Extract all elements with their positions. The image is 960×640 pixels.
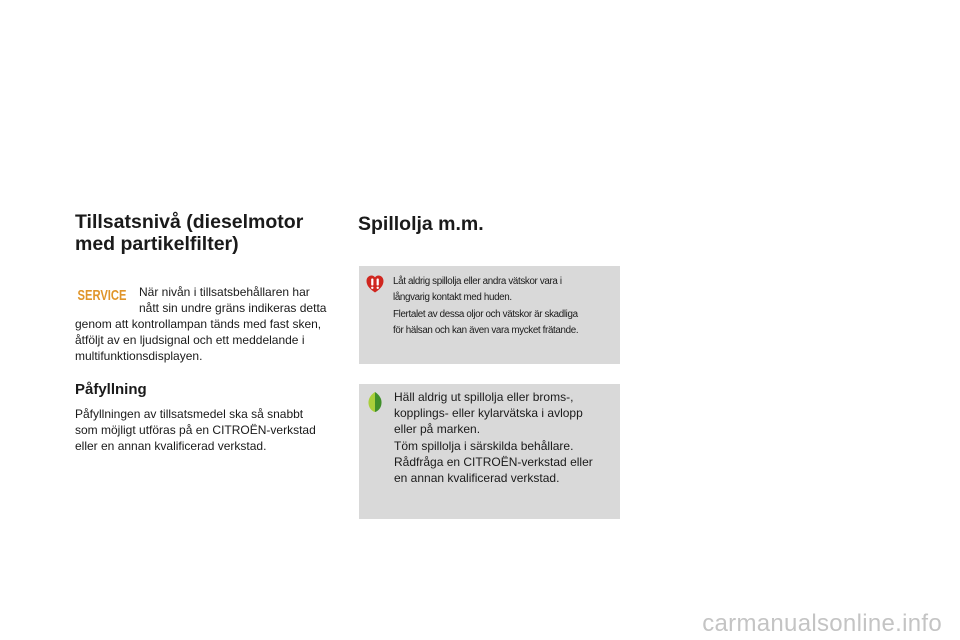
text-line: Flertalet av dessa oljor och vätskor är skadliga [393, 308, 578, 320]
additive-intro-continued [75, 316, 350, 365]
section-heading-waste-oil: Spillolja m.m. [358, 213, 484, 235]
text-line: som möjligt utföras på en CITROËN-verkstad [75, 423, 316, 438]
text-line: en annan kvalificerad verkstad. [394, 471, 560, 486]
text-line: nått sin undre gräns indikeras detta [139, 301, 327, 316]
section-heading-additive-level [75, 211, 345, 255]
environment-tip-text [394, 389, 614, 486]
additive-intro-text [139, 284, 339, 316]
text-line: eller en annan kvalificerad verkstad. [75, 439, 267, 454]
text-line: multifunktionsdisplayen. [75, 349, 203, 364]
text-line: När nivån i tillsatsbehållaren har [139, 285, 310, 299]
text-line: Häll aldrig ut spillolja eller broms-, [394, 390, 574, 404]
text-line: åtföljt av en ljudsignal och ett meddelande i [75, 333, 305, 348]
warning-icon [365, 274, 385, 294]
text-line: Töm spillolja i särskilda behållare. [394, 438, 574, 453]
text-line: eller på marken. [394, 422, 481, 437]
text-line: Påfyllningen av tillsatsmedel ska så snabbt [75, 407, 304, 421]
service-icon [76, 286, 128, 303]
text-line: långvarig kontakt med huden. [393, 292, 512, 304]
heading-line: med partikelfilter) [75, 233, 239, 255]
text-line: genom att kontrollampan tänds med fast sken, [75, 317, 322, 331]
subheading-refilling: Påfyllning [75, 381, 147, 398]
text-line: Rådfråga en CITROËN-verkstad eller [394, 454, 593, 469]
leaf-icon [366, 391, 384, 413]
heading-line: Tillsatsnivå (dieselmotor [75, 211, 304, 233]
warning-text [393, 274, 617, 340]
text-line: för hälsan och kan även vara mycket frätande. [393, 325, 579, 337]
service-icon-label: SERVICE [77, 288, 127, 304]
refilling-text [75, 406, 350, 455]
watermark: carmanualsonline.info [702, 610, 942, 637]
text-line: kopplings- eller kylarvätska i avlopp [394, 406, 583, 421]
text-line: Låt aldrig spillolja eller andra vätskor vara i [393, 276, 562, 287]
